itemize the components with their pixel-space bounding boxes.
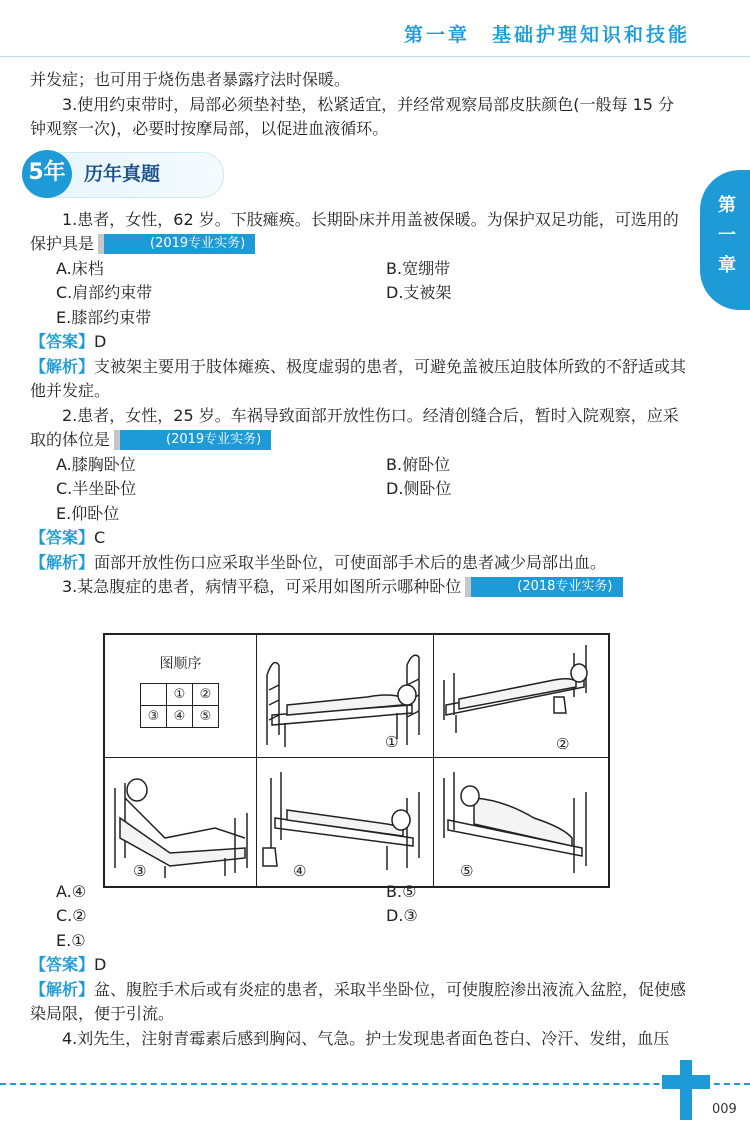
option: B.俯卧位 [386,454,451,474]
page-content [30,68,690,1051]
figure-order-cell [105,635,257,758]
page-number: 009 [712,1102,737,1117]
question-4-stem: 4.刘先生，注射青霉素后感到胸闷、气急。护士发现患者面色苍白、冷汗、发绀，血压 [62,1028,670,1048]
option: E.膝部约束带 [56,307,152,327]
analysis-line [30,551,690,576]
options-list [56,880,690,954]
side-tab-label: 第一章 [715,195,736,285]
option: E.仰卧位 [56,503,120,523]
answer-line [30,526,690,551]
footer-dashed-rule [0,1083,750,1085]
option: D.支被架 [386,283,452,302]
foot-raised-bed-illustration [434,635,608,758]
options-list [56,453,690,527]
exam-tag: (2018专业实务) [465,577,622,597]
answer-label: 【答案】 [30,332,95,351]
question-1 [30,208,690,404]
answer-value: C [94,528,106,547]
options-list [56,257,690,331]
page-header-title: 第一章 基础护理知识和技能 [403,24,690,46]
figure-order-title: 图顺序 [159,656,202,672]
order-cell: ② [193,684,219,706]
option: E.① [56,930,86,950]
analysis-text: 盆、腹腔手术后或有炎症的患者，采取半坐卧位，可使腹腔渗出液流入盆腔，促使感染局限，便于引流。 [30,979,687,1023]
supine-bed-illustration [257,635,434,758]
option: D.侧卧位 [386,479,452,498]
figure-panel-trendelenburg [434,635,608,758]
figure-panel-supine [257,635,434,758]
analysis-text: 面部开放性伤口应采取半坐卧位，可使面部手术后的患者减少局部出血。 [94,552,607,572]
answer-label: 【答案】 [30,528,95,547]
header-rule [0,56,750,57]
banner-badge: 5年 [22,150,72,198]
figure-panel-head-raised [257,758,434,886]
analysis-line [30,355,690,404]
panel-label-1: ① [385,733,399,751]
order-cell: ⑤ [193,706,219,728]
analysis-label: 【解析】 [30,356,95,376]
analysis-label: 【解析】 [30,552,95,572]
option: C.② [56,906,87,925]
figure-panel-lateral [434,758,608,886]
section-banner [22,152,690,200]
analysis-label: 【解析】 [30,979,95,999]
order-cell: ① [167,684,193,706]
banner-title: 历年真题 [84,162,161,185]
question-stem: 2.患者，女性，25 岁。车祸导致面部开放性伤口。经清创缝合后，暂时入院观察，应采取的体位是 [30,405,679,449]
footer-cross-icon [680,1060,692,1120]
exam-tag: (2019专业实务) [114,430,271,450]
option: C.半坐卧位 [56,479,137,498]
exam-tag: (2019专业实务) [98,234,255,254]
question-2 [30,404,690,576]
intro-line-1: 并发症；也可用于烧伤患者暴露疗法时保暖。 [30,70,351,89]
answer-line [30,953,690,978]
option: A.膝胸卧位 [56,454,136,474]
position-figure [103,633,610,888]
option: B.⑤ [386,881,417,901]
panel-label-5: ⑤ [460,862,474,880]
answer-line [30,330,690,355]
figure-panel-semi-fowler [105,758,257,886]
question-stem: 1.患者，女性，62 岁。下肢瘫痪。长期卧床并用盖被保暖。为保护双足功能，可选用的保护具是 [30,209,679,253]
analysis-line [30,978,690,1027]
intro-line-2: 3.使用约束带时，局部必须垫衬垫，松紧适宜，并经常观察局部皮肤颜色(一般每 15 分钟观察一次)，必要时按摩局部，以促进血液循环。 [30,94,675,138]
head-raised-bed-illustration [257,758,434,886]
option: C.肩部约束带 [56,283,153,302]
option: B.宽绷带 [386,258,451,278]
answer-value: D [94,955,107,974]
answer-label: 【答案】 [30,955,95,974]
panel-label-2: ② [556,735,570,753]
panel-label-4: ④ [293,862,307,880]
order-cell: ③ [141,706,167,728]
option: D.③ [386,906,418,925]
question-stem: 3.某急腹症的患者，病情平稳，可采用如图所示哪种卧位 [62,577,462,596]
footer-cross-icon-bar [662,1075,710,1089]
option: A.床档 [56,258,104,278]
order-cell [141,684,167,706]
option: A.④ [56,881,87,901]
panel-label-3: ③ [133,862,147,880]
answer-value: D [94,332,107,351]
analysis-text: 支被架主要用于肢体瘫痪、极度虚弱的患者，可避免盖被压迫肢体所致的不舒适或其他并发症。 [30,356,687,400]
order-cell: ④ [167,706,193,728]
figure-order-grid [140,683,219,728]
semi-fowler-bed-illustration [105,758,257,886]
